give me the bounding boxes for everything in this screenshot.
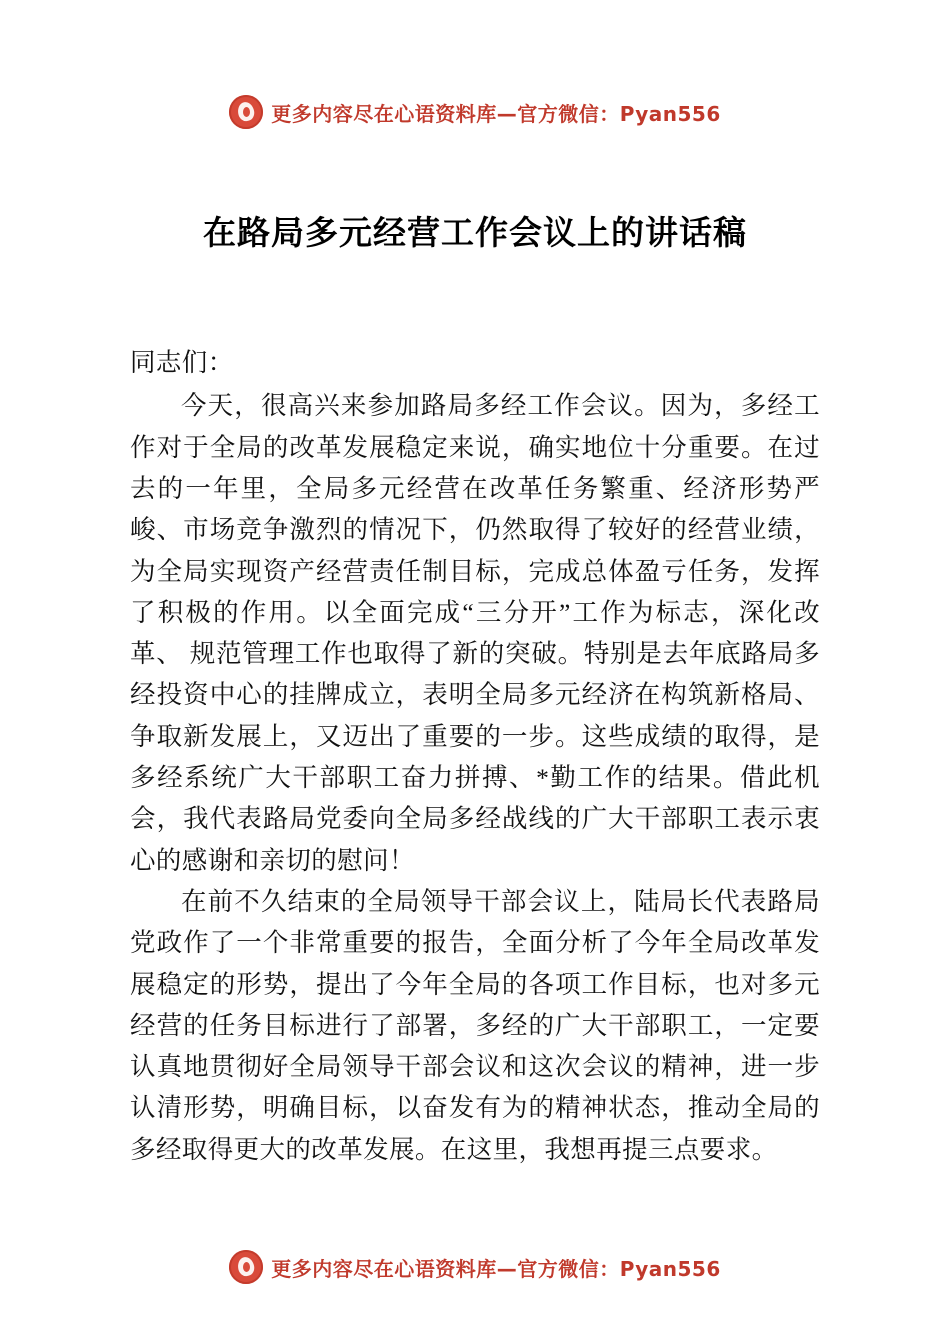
watermark-wechat-text-top: 官方微信：Pyan556 <box>517 101 721 126</box>
watermark-banner-bottom <box>0 1250 950 1284</box>
watermark-separator-top: — <box>496 101 518 126</box>
paragraph-1: 今天，很高兴来参加路局多经工作会议。因为，多经工作对于全局的改革发展稳定来说，确实地位十分重要。在过去的一年里，全局多元经营在改革任务繁重、经济形势严峻、市场竞争激烈的情况下，仍然取得了较好的经营业绩，为全局实现资产经营责任制目标，完成总体盈亏任务，发挥了积极的作用。以全面完成“三分开”工作为标志，深化改革、 规范管理工作也取得了新的突破。特别是去年底路局多经投资中心的挂牌成立，表明全局多元经济在构筑新格局、争取新发展上，又迈出了重要的一步。这些成绩的取得，是多经系统广大干部职工奋力拼搏、*勤工作的结果。借此机会，我代表路局党委向全局多经战线的广大干部职工表示衷心的感谢和亲切的慰问！ <box>130 391 820 875</box>
watermark-separator-bottom: — <box>496 1256 518 1281</box>
watermark-main-text-top: 更多内容尽在心语资料库 <box>271 101 497 126</box>
salutation: 同志们： <box>130 348 234 378</box>
paragraph-2: 在前不久结束的全局领导干部会议上，陆局长代表路局党政作了一个非常重要的报告，全面分析了今年全局改革发展稳定的形势，提出了今年全局的各项工作目标，也对多元经营的任务目标进行了部署，多经的广大干部职工，一定要认真地贯彻好全局领导干部会议和这次会议的精神，进一步认清形势，明确目标，以奋发有为的精神状态，推动全局的多经取得更大的改革发展。在这里，我想再提三点要求。 <box>130 886 820 1164</box>
watermark-banner-top <box>130 95 820 129</box>
watermark-wechat-text-bottom: 官方微信：Pyan556 <box>517 1256 721 1281</box>
watermark-main-text-bottom: 更多内容尽在心语资料库 <box>271 1256 497 1281</box>
flame-logo-icon-bottom <box>229 1250 263 1284</box>
watermark-text-top <box>271 98 721 127</box>
flame-logo-icon <box>229 95 263 129</box>
watermark-text-bottom <box>271 1253 721 1282</box>
document-body <box>130 342 820 1170</box>
page-title: 在路局多元经营工作会议上的讲话稿 <box>203 216 747 252</box>
